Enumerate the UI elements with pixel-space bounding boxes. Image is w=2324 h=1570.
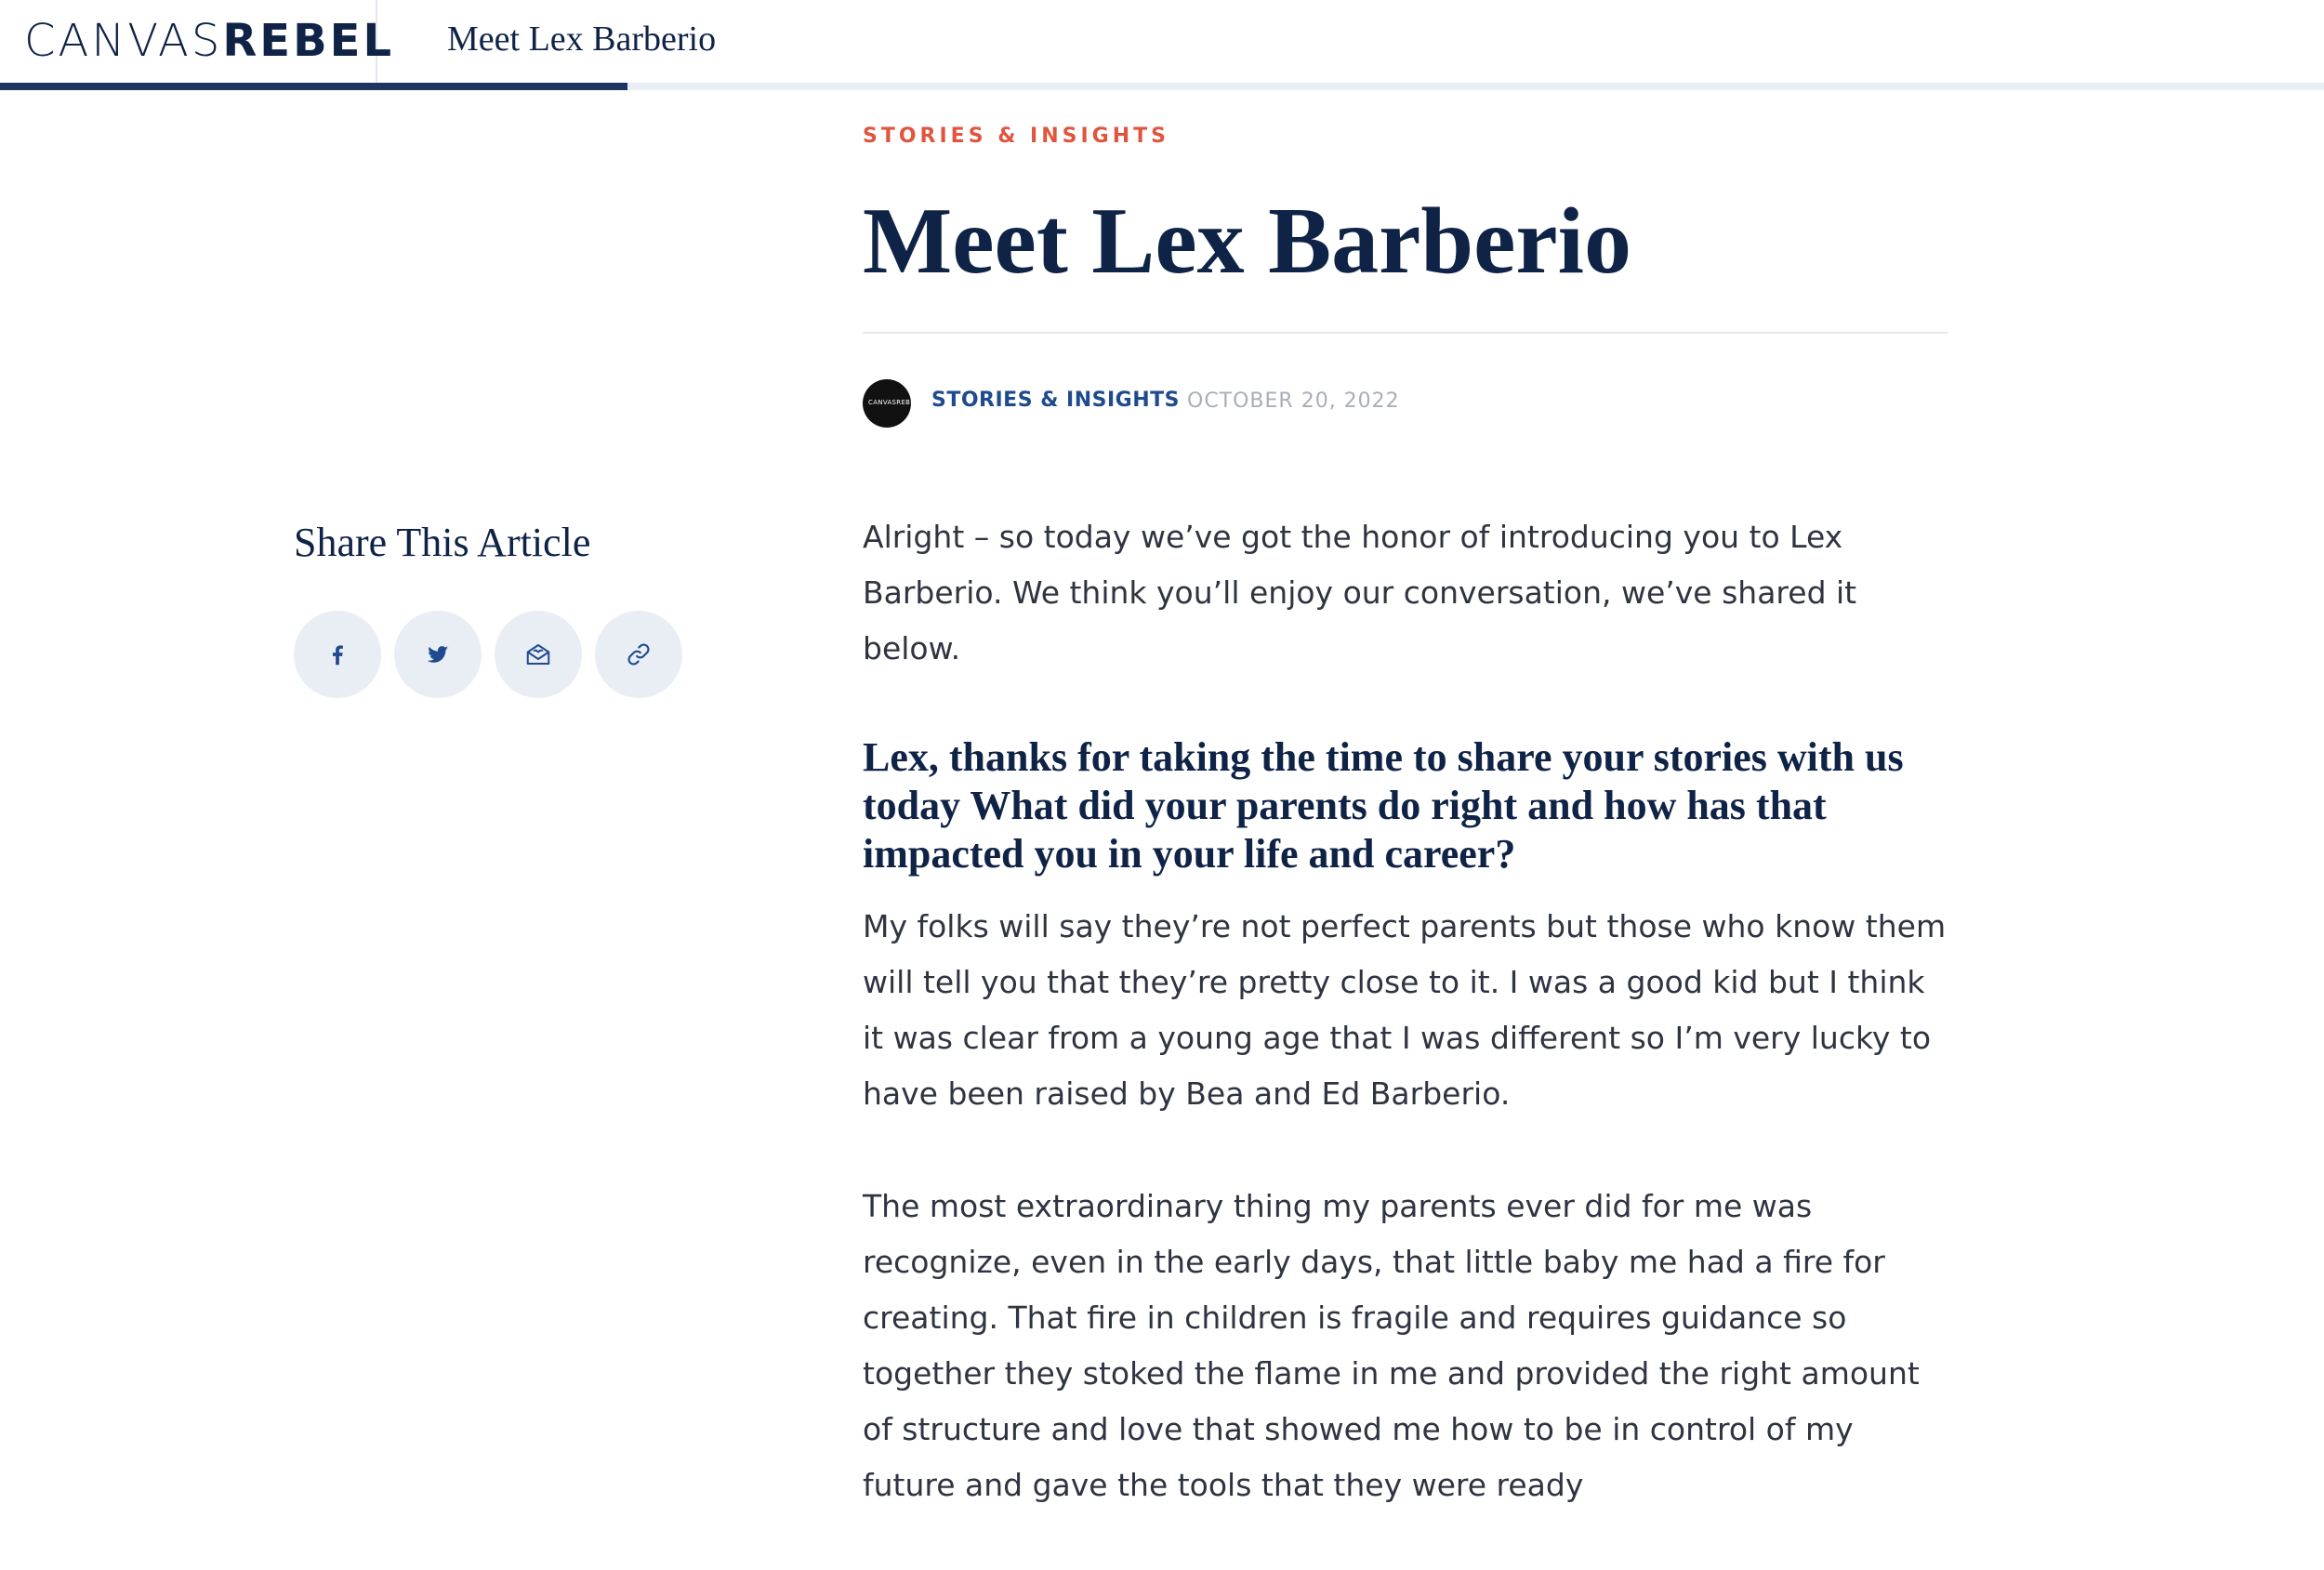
interview-question: Lex, thanks for taking the time to share your stories with us today What did your parents do right and how has that impacted you in your life and career?: [863, 734, 1904, 877]
page-title: Meet Lex Barberio: [863, 189, 1632, 294]
share-twitter-button[interactable]: [394, 611, 482, 698]
logo-text-bold: REBEL: [222, 15, 395, 67]
author-avatar[interactable]: [863, 379, 919, 428]
twitter-icon: [424, 640, 452, 668]
answer-paragraph: The most extraordinary thing my parents ever did for me was recognize, even in the early days, that little baby me had a fire for creating. That fire in children is fragile and requires guidance so together they stoked the flame in me and provided the right amount of structure and love that showed me how to be in control of my future and gave the tools that they were ready: [863, 1188, 1920, 1503]
reading-progress-bar: [0, 83, 627, 90]
author-link[interactable]: STORIES & INSIGHTS: [931, 389, 1181, 412]
share-facebook-button[interactable]: [294, 611, 381, 698]
facebook-icon: [324, 640, 351, 668]
logo-container[interactable]: [0, 0, 395, 83]
top-bar: [0, 0, 2324, 90]
copy-link-button[interactable]: [595, 611, 682, 698]
share-email-button[interactable]: [495, 611, 582, 698]
email-icon: [524, 640, 552, 668]
title-divider: [863, 332, 1948, 334]
canvasrebel-logo[interactable]: [24, 13, 394, 69]
share-title: Share This Article: [294, 520, 591, 565]
category-label[interactable]: STORIES & INSIGHTS: [863, 125, 1170, 148]
post-date: OCTOBER 20, 2022: [1187, 389, 1400, 413]
avatar-logo-text: CANVASREBEL: [868, 399, 919, 406]
article-body: [863, 509, 1948, 1570]
link-icon: [625, 640, 653, 668]
logo-text-light: CANVAS: [24, 15, 223, 67]
top-bar-title: Meet Lex Barberio: [447, 20, 717, 59]
answer-paragraph: My folks will say they’re not perfect parents but those who know them will tell you that they’re pretty close to it. I was a good kid but I think it was clear from a young age that I was different so I’m very lucky to have been raised by Bea and Ed Barberio.: [863, 908, 1947, 1112]
intro-paragraph: Alright – so today we’ve got the honor of introducing you to Lex Barberio. We think you’ll enjoy our conversation, we’ve shared it below.: [863, 519, 1857, 666]
